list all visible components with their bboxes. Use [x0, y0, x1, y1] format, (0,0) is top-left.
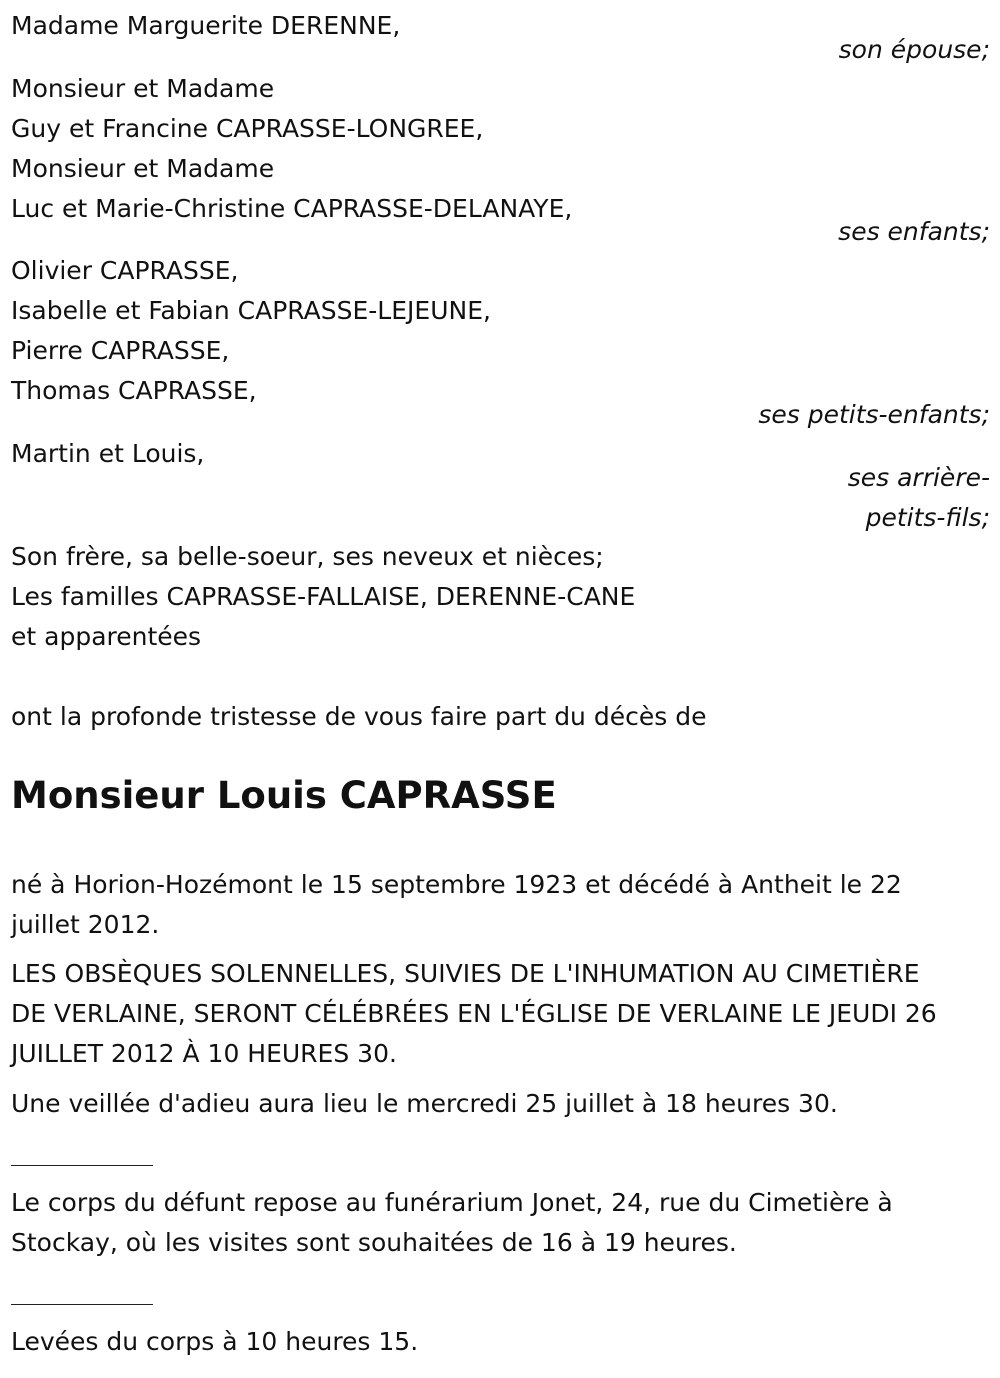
child-line: Guy et Francine CAPRASSE-LONGREE,: [11, 114, 484, 143]
funeral-line: LES OBSÈQUES SOLENNELLES, SUIVIES DE L'INHUMATION AU CIMETIÈRE: [11, 959, 920, 988]
great-grandchildren-role: ses arrière-: [847, 463, 990, 492]
visits-line: Le corps du défunt repose au funérarium Jonet, 24, rue du Cimetière à: [11, 1188, 893, 1217]
separator-rule: [11, 1304, 153, 1305]
grandchild-line: Olivier CAPRASSE,: [11, 256, 239, 285]
relatives-line: Les familles CAPRASSE-FALLAISE, DERENNE-CANE: [11, 582, 636, 611]
grandchild-line: Pierre CAPRASSE,: [11, 336, 230, 365]
grandchildren-role: ses petits-enfants;: [758, 400, 990, 429]
visits-line: Stockay, où les visites sont souhaitées de 16 à 19 heures.: [11, 1228, 737, 1257]
child-line: Monsieur et Madame: [11, 74, 275, 103]
child-line: Luc et Marie-Christine CAPRASSE-DELANAYE,: [11, 194, 573, 223]
lifting-line: Levées du corps à 10 heures 15.: [11, 1327, 419, 1356]
spouse-role: son épouse;: [838, 35, 990, 64]
relatives-line: Son frère, sa belle-soeur, ses neveux et nièces;: [11, 542, 604, 571]
great-grandchildren-role: petits-fils;: [865, 503, 990, 532]
spouse-name: Madame Marguerite DERENNE,: [11, 11, 401, 40]
grandchild-line: Thomas CAPRASSE,: [11, 376, 257, 405]
funeral-line: JUILLET 2012 À 10 HEURES 30.: [11, 1039, 397, 1068]
vigil-line: Une veillée d'adieu aura lieu le mercredi 25 juillet à 18 heures 30.: [11, 1089, 838, 1118]
announcement-text: ont la profonde tristesse de vous faire part du décès de: [11, 702, 707, 731]
deceased-name: Monsieur Louis CAPRASSE: [11, 774, 557, 817]
child-line: Monsieur et Madame: [11, 154, 275, 183]
funeral-line: DE VERLAINE, SERONT CÉLÉBRÉES EN L'ÉGLISE DE VERLAINE LE JEUDI 26: [11, 999, 937, 1028]
separator-rule: [11, 1165, 153, 1166]
children-role: ses enfants;: [838, 217, 990, 246]
relatives-line: et apparentées: [11, 622, 202, 651]
birth-death-line: juillet 2012.: [11, 910, 160, 939]
grandchild-line: Isabelle et Fabian CAPRASSE-LEJEUNE,: [11, 296, 491, 325]
birth-death-line: né à Horion-Hozémont le 15 septembre 1923 et décédé à Antheit le 22: [11, 870, 902, 899]
great-grandchild-line: Martin et Louis,: [11, 439, 205, 468]
